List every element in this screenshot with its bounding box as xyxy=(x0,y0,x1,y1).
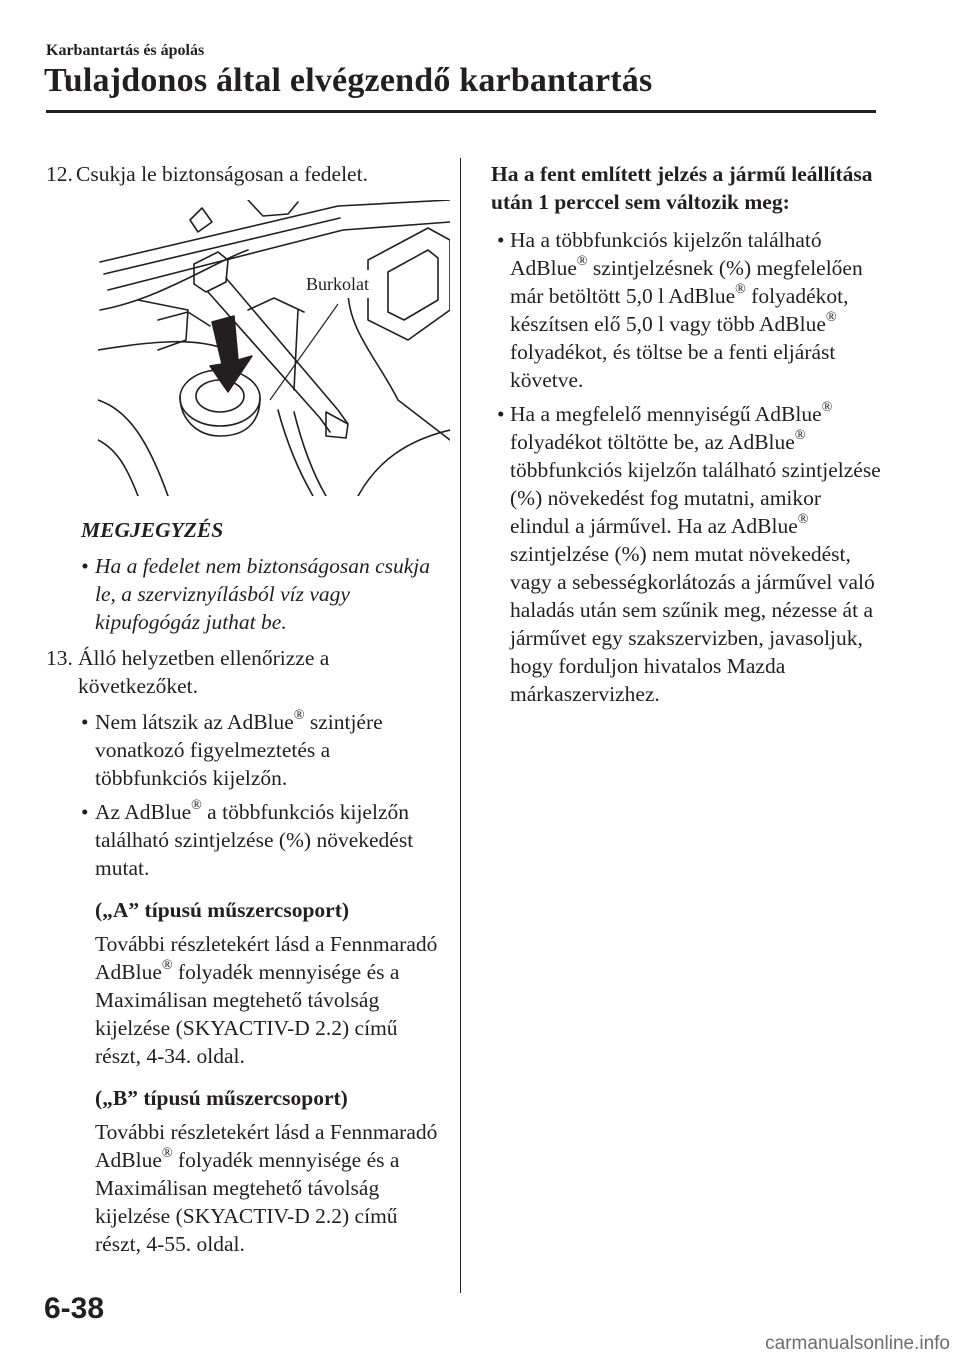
check-text: Nem látszik az AdBlue® szintjére vonatkozó figyelmeztetés a többfunkciós kijelzőn. xyxy=(95,707,383,790)
step-12 xyxy=(46,160,446,188)
step-number: 12. xyxy=(46,162,73,186)
cluster-a-reference: További részletekért lásd a Fennmaradó AdBlue® folyadék mennyisége és a Maximálisan megtehető távolság kijelzése (SKYACTIV-D 2.2) című részt, 4-34. oldal. xyxy=(95,932,438,1068)
condition-item xyxy=(497,400,881,708)
bullet-marker: • xyxy=(81,800,89,824)
step-text: Csukja le biztonságosan a fedelet. xyxy=(76,162,368,186)
left-column xyxy=(46,160,446,1264)
bullet-marker: • xyxy=(497,402,505,426)
check-item xyxy=(81,798,446,882)
step-number: 13. xyxy=(46,646,73,670)
cover-label: Burkolat xyxy=(304,270,371,298)
cover-illustration xyxy=(98,200,450,496)
cover-closing-diagram xyxy=(98,200,450,496)
page-title: Tulajdonos által elvégzendő karbantartás xyxy=(44,62,653,99)
check-item xyxy=(81,708,446,792)
check-text: Az AdBlue® a többfunkciós kijelzőn található szintjelzése (%) növekedést mutat. xyxy=(95,797,414,880)
cluster-b-heading: („B” típusú műszercsoport) xyxy=(95,1086,348,1110)
section-label: Karbantartás és ápolás xyxy=(46,42,205,59)
watermark-link[interactable]: carmanualsonline.info xyxy=(765,1333,950,1354)
bullet-marker: • xyxy=(81,710,89,734)
condition-heading: Ha a fent említett jelzés a jármű leállítása után 1 perccel sem változik meg: xyxy=(491,162,873,214)
step-13 xyxy=(46,644,446,700)
cluster-b-reference: További részletekért lásd a Fennmaradó AdBlue® folyadék mennyisége és a Maximálisan megtehető távolság kijelzése (SKYACTIV-D 2.2) című részt, 4-55. oldal. xyxy=(95,1120,438,1256)
right-column xyxy=(491,160,881,714)
note-text: Ha a fedelet nem biztonságosan csukja le, a szerviznyílásból víz vagy kipufogógáz juthat be. xyxy=(95,554,430,634)
cluster-a-heading: („A” típusú műszercsoport) xyxy=(95,898,350,922)
page-number: 6-38 xyxy=(44,1292,105,1325)
bullet-marker: • xyxy=(497,228,505,252)
step-text: Álló helyzetben ellenőrizze a következőket. xyxy=(78,646,330,698)
note-item xyxy=(81,552,446,636)
bullet-marker: • xyxy=(81,554,89,578)
note-title: MEGJEGYZÉS xyxy=(81,518,224,542)
condition-item xyxy=(497,226,881,394)
condition-text: Ha a többfunkciós kijelzőn található AdBlue® szintjelzésnek (%) megfelelően már betöltött 5,0 l AdBlue® folyadékot, készítsen elő 5,0 l vagy több AdBlue® folyadékot, és töltse be a fenti eljárást követve. xyxy=(510,228,863,392)
column-divider xyxy=(460,158,461,1293)
condition-text: Ha a megfelelő mennyiségű AdBlue® folyadékot töltötte be, az AdBlue® többfunkciós kijelzőn található szintjelzése (%) növekedést fog mutatni, amikor elindul a járművel. Ha az AdBlue® szintjelzése (%) nem mutat növekedést, vagy a sebességkorlátozás a járművel való haladás után sem szűnik meg, nézesse át a járművet egy szakszervizben, javasoljuk, hogy forduljon hivatalos Mazda márkaszervizhez. xyxy=(510,399,881,706)
title-rule xyxy=(46,110,876,113)
